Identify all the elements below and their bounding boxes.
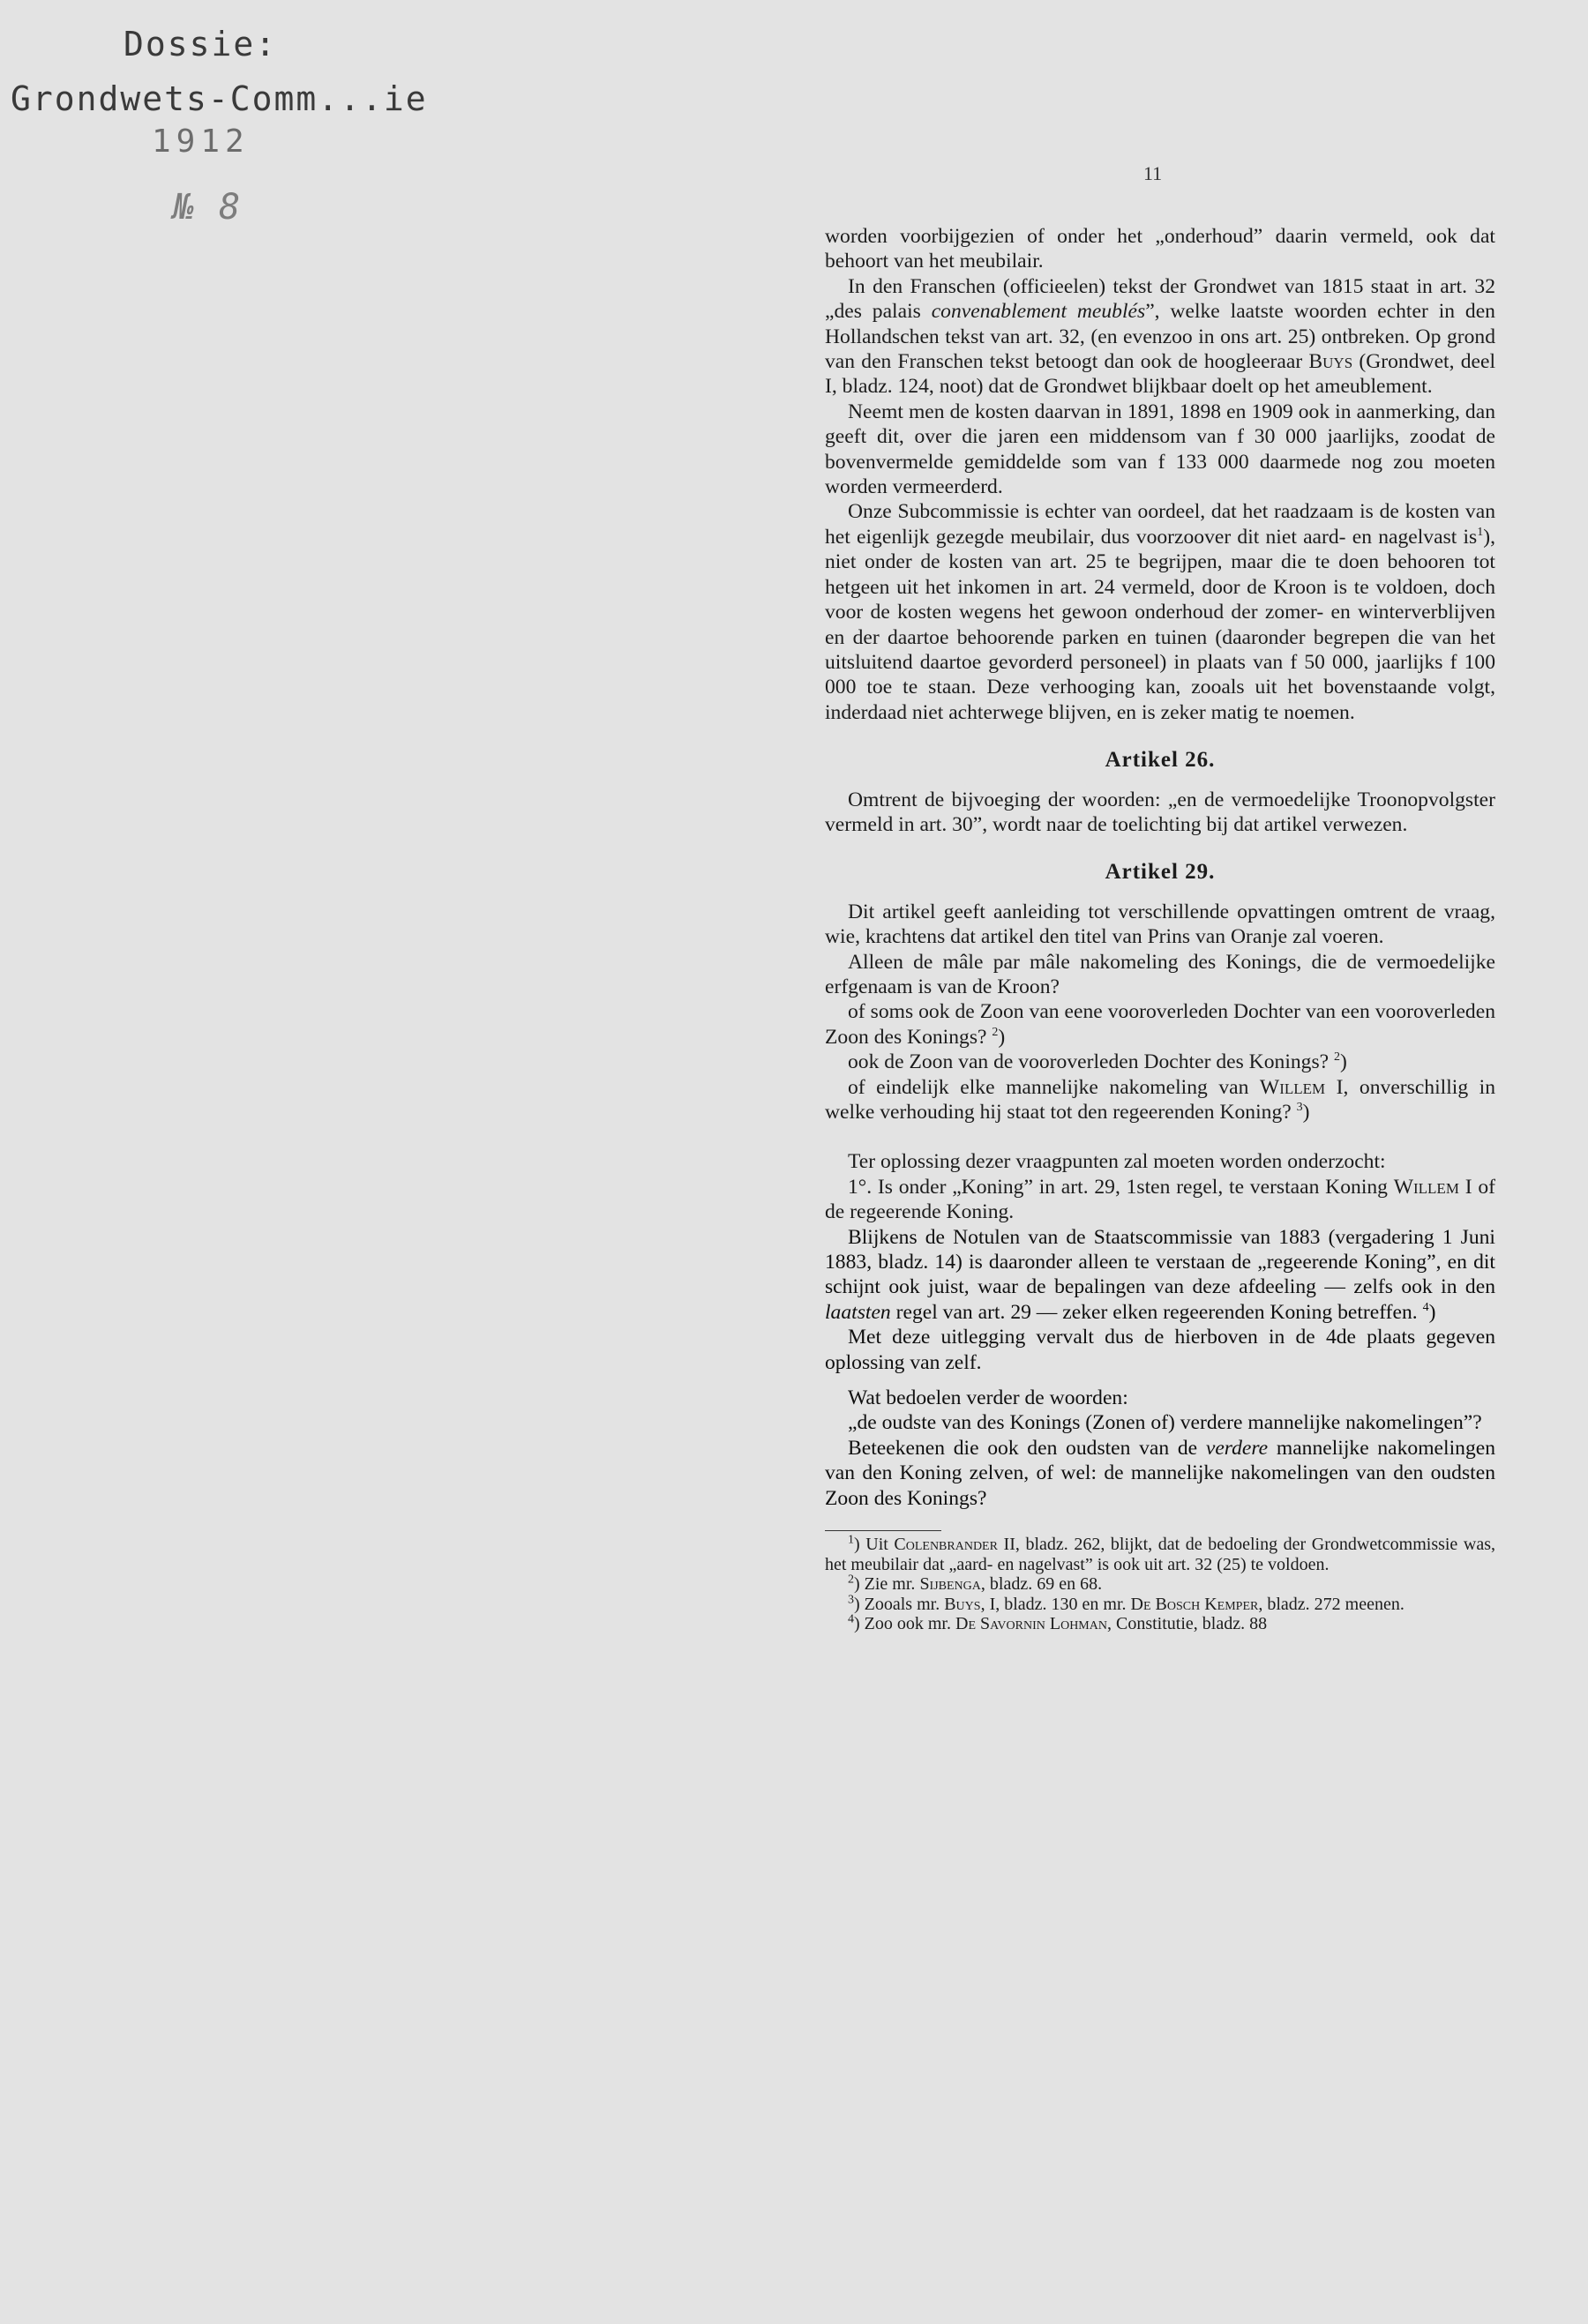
heading-artikel-29: Artikel 29. (1105, 860, 1216, 885)
paragraph-10: of eindelijk elke mannelijke nakomeling van Willem I, onverschillig in welke verhouding hij staat tot den regeerenden Koning? $^3$) (825, 1075, 1495, 1124)
footnote-divider (825, 1530, 941, 1531)
paragraph-2: In den Franschen (officieelen) tekst der Grondwet van 1815 staat in art. 32 „des palais convenablement meublés”, welke laatste woorden echter in den Hollandschen tekst van art. 32, (en evenzoo in ons art. 25) ontbreken. Op grond van den Franschen tekst betoogt dan ook de hoogleeraar Buys (Grondwet, deel I, bladz. 124, noot) dat de Grondwet blijkbaar doelt op het ameublement. (825, 274, 1495, 399)
heading-artikel-26: Artikel 26. (1105, 748, 1216, 773)
paragraph-5: Omtrent de bijvoeging der woorden: „en de vermoedelijke Troonopvolgster vermeld in art. 30”, wordt naar de toelichting bij dat artikel verwezen. (825, 788, 1495, 836)
paragraph-15: Wat bedoelen verder de woorden: (848, 1386, 1128, 1410)
paragraph-9: ook de Zoon van de vooroverleden Dochter des Konings? $^2$) (848, 1050, 1347, 1074)
page-number: 11 (1143, 162, 1163, 184)
paragraph-8: of soms ook de Zoon van eene vooroverleden Dochter van een vooroverleden Zoon des Konings? $^2$) (825, 1000, 1495, 1049)
archive-stamp-number: № 8 (173, 187, 243, 228)
footnote-3: $^3$) Zooals mr. Buys, I, bladz. 130 en mr. De Bosch Kemper, bladz. 272 meenen. (848, 1592, 1404, 1614)
paragraph-1: worden voorbijgezien of onder het „onderhoud” daarin vermeld, ook dat behoort van het meubilair. (825, 225, 1495, 273)
footnote-ref-1: 1 (1477, 526, 1484, 540)
paragraph-4: Onze Subcommissie is echter van oordeel, dat het raadzaam is de kosten van het eigenlijk gezegde meubilair, dus voorzoover dit niet aard- en nagelvast $is^1$), niet onder de kosten van art. 25 te begrijpen, maar die te doen behooren tot hetgeen uit het inkomen in art. 24 vermeld, door de Kroon is te voldoen, doch voor de kosten wegens het gewoon onderhoud der zomer- en winterverblijven en der daartoe behoorende parken en tuinen (daaronder begrepen die van het uitsluitend daartoe gevorderd personeel) in plaats van f 50 000, jaarlijks f 100 000 toe te staan. Deze verhooging kan, zooals uit het bovenstaande volgt, inderdaad niet achterwege blijven, en is zeker matig te noemen. (825, 500, 1495, 724)
quoted-words: „de oudste van des Konings (Zonen of) verdere mannelijke nakomelingen”? (848, 1411, 1482, 1435)
paragraph-14: Met deze uitlegging vervalt dus de hierboven in de 4de plaats gegeven oplossing van zelf. (825, 1326, 1495, 1374)
paragraph-13: Blijkens de Notulen van de Staatscommissie van 1883 (vergadering 1 Juni 1883, bladz. 14) is daaronder alleen te verstaan de „regeerende Koning”, en dit schijnt ook juist, waar de bepalingen van deze afdeeling — zelfs ook in den laatsten regel van art. 29 — zeker elken regeerenden Koning betreffen. $^4$) (825, 1225, 1495, 1324)
archive-stamp-year: 1912 (152, 123, 250, 160)
paragraph-12: 1°. Is onder „Koning” in art. 29, 1sten regel, te verstaan Koning Willem I of de regeerende Koning. (825, 1175, 1495, 1224)
paragraph-3: Neemt men de kosten daarvan in 1891, 1898 en 1909 ook in aanmerking, dan geeft dit, over die jaren een middensom van f 30 000 jaarlijks, zoodat de bovenvermelde gemiddelde som van f 133 000 daarmede nog zou moeten worden vermeerderd. (825, 400, 1495, 499)
archive-stamp-dossier: Dossie: (124, 25, 278, 64)
paragraph-7: Alleen de mâle par mâle nakomeling des Konings, die de vermoedelijke erfgenaam is van de Kroon? (825, 950, 1495, 998)
text-column (825, 224, 1495, 1634)
paragraph-17: Beteekenen die ook den oudsten van de verdere mannelijke nakomelingen van den Koning zelven, of wel: de mannelijke nakomelingen van den oudsten Zoon des Konings? (825, 1436, 1496, 1510)
footnote-4: $^4$) Zoo ook mr. De Savornin Lohman, Constitutie, bladz. 88 (848, 1612, 1268, 1634)
footnote-2: $^2$) Zie mr. Sijbenga, bladz. 69 en 68. (848, 1573, 1103, 1595)
archive-stamp-commission: Grondwets-Comm...ie (11, 79, 428, 118)
paragraph-11: Ter oplossing dezer vraagpunten zal moeten worden onderzocht: (848, 1150, 1386, 1174)
paragraph-6: Dit artikel geeft aanleiding tot verschillende opvattingen omtrent de vraag, wie, krachtens dat artikel den titel van Prins van Oranje zal voeren. (825, 900, 1495, 949)
footnote-1: $^1$) Uit Colenbrander II, bladz. 262, blijkt, dat de bedoeling der Grondwetcommissie was, het meubilair dat „aard- en nagelvast” is ook uit art. 32 (25) te voldoen. (825, 1533, 1496, 1574)
